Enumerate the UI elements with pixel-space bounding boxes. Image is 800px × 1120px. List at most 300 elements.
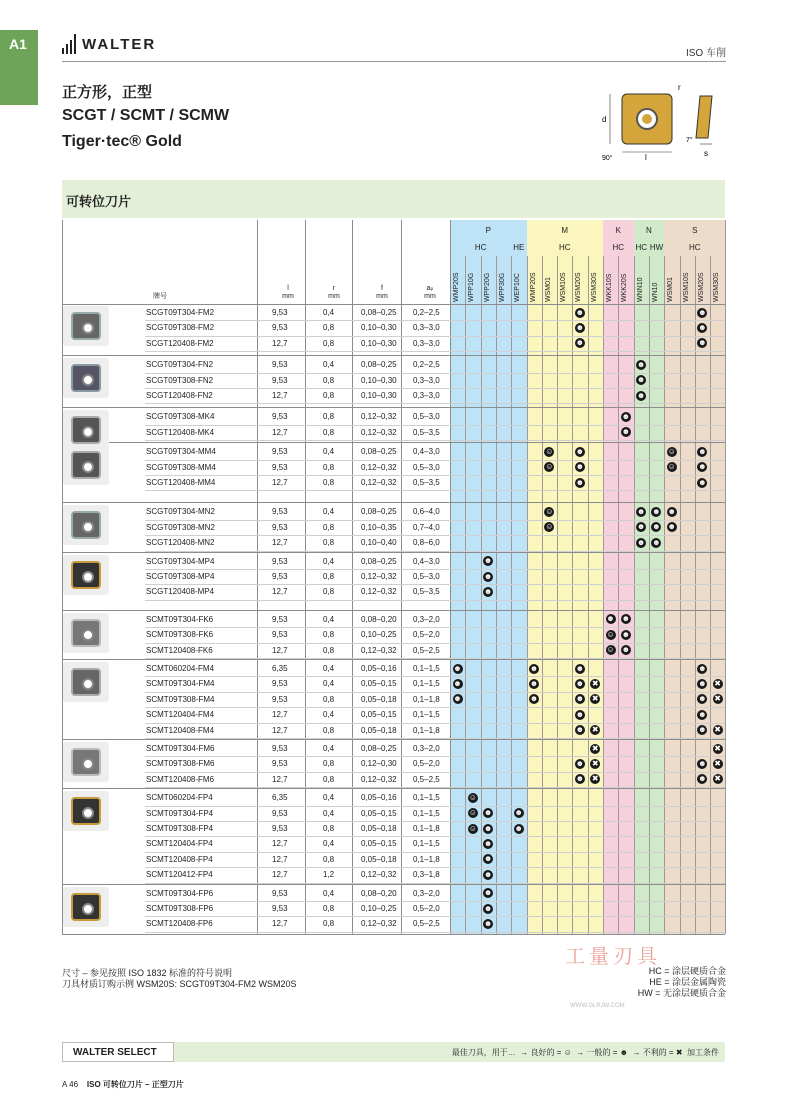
- row-l: 9,53: [272, 614, 288, 624]
- row-l: 12,7: [272, 391, 288, 400]
- normal-icon: ☻: [453, 678, 462, 688]
- block-rule: [62, 502, 725, 503]
- grid-vline: [725, 220, 726, 934]
- insert-hole: [82, 521, 94, 533]
- header-divider: [62, 61, 726, 62]
- insert-hole: [82, 807, 94, 819]
- insert-photo: [63, 742, 109, 782]
- row-ap: 0,2–2,5: [413, 360, 440, 370]
- grade-label: WSM30S: [590, 272, 598, 302]
- bad-icon: ✖: [714, 725, 721, 735]
- row-r: 0,8: [323, 645, 335, 655]
- row-r: 0,8: [323, 522, 335, 532]
- row-rule: [145, 806, 725, 807]
- normal-icon: ☻: [621, 614, 630, 624]
- grade-label: WKK20S: [621, 273, 629, 302]
- row-f: 0,05–0,16: [361, 793, 397, 803]
- row-rule: [145, 916, 725, 917]
- normal-icon: ☻: [698, 758, 707, 768]
- row-designation: SCGT09T308-FN2: [146, 375, 214, 385]
- group-sub-3-0: HC: [635, 243, 648, 252]
- normal-icon: ☻: [529, 663, 539, 673]
- walter-logo: [62, 34, 156, 54]
- normal-icon: ☻: [606, 614, 615, 624]
- row-l: 12,7: [272, 854, 288, 864]
- legend-cond: 加工条件: [687, 1048, 719, 1057]
- header-r-label: r: [332, 285, 336, 292]
- row-f: 0,08–0,20: [361, 614, 397, 624]
- row-rule: [145, 836, 725, 837]
- row-designation: SCMT060204-FM4: [146, 664, 215, 673]
- row-l: 9,53: [272, 323, 288, 333]
- grade-label: WPP30G: [498, 272, 506, 302]
- row-f: 0,10–0,35: [361, 522, 397, 532]
- normal-icon: ☻: [636, 522, 646, 532]
- insert-hole: [82, 426, 94, 438]
- row-ap: 0,1–1,5: [413, 664, 440, 673]
- header-l: [278, 285, 298, 301]
- good-icon: ☺: [468, 823, 477, 833]
- good-icon: ☺: [545, 446, 554, 456]
- row-designation: SCGT09T308-MK4: [146, 412, 215, 422]
- row-rule: [145, 692, 725, 693]
- normal-icon: ☻: [667, 522, 676, 532]
- grade-label: WSM10S: [682, 272, 690, 302]
- row-ap: 0,3–3,0: [413, 338, 440, 348]
- bad-icon: ✖: [714, 743, 721, 753]
- row-r: 0,4: [323, 556, 335, 566]
- row-designation: SCMT120412-FP4: [146, 870, 213, 880]
- good-icon: ☺: [545, 522, 554, 532]
- grid-vline: [603, 256, 604, 934]
- header-designation-label: 牌号: [153, 293, 167, 300]
- normal-icon: ☻: [575, 694, 585, 704]
- insert-icon: [71, 561, 101, 589]
- row-designation: SCMT120408-FP4: [146, 854, 213, 864]
- row-designation: SCMT060204-FP4: [146, 793, 213, 803]
- normal-icon: ☻: [621, 645, 630, 655]
- grid-vline: [634, 256, 635, 934]
- grid-vline: [401, 220, 402, 934]
- normal-icon: ☻: [575, 774, 585, 784]
- row-designation: SCGT09T308-MN2: [146, 522, 215, 532]
- row-l: 9,53: [272, 556, 288, 566]
- row-l: 9,53: [272, 507, 288, 517]
- normal-icon: ☻: [698, 694, 707, 704]
- bottom-bar: [62, 1042, 725, 1062]
- normal-icon: ☻: [698, 307, 707, 317]
- row-rule: [145, 756, 725, 757]
- row-ap: 0,1–1,8: [413, 694, 440, 704]
- normal-icon: ☻: [453, 694, 462, 704]
- row-r: 0,4: [323, 360, 335, 370]
- insert-hole: [82, 322, 94, 334]
- normal-icon: ☻: [529, 694, 539, 704]
- grid-vline: [710, 256, 711, 934]
- normal-icon: ☻: [483, 571, 493, 581]
- insert-hole: [82, 461, 94, 473]
- row-l: 9,53: [272, 360, 288, 370]
- header-ap: [420, 285, 440, 301]
- legend-hw: HW = 无涂层硬质合金: [637, 988, 726, 998]
- row-designation: SCMT09T308-FP6: [146, 904, 214, 913]
- normal-icon: ☻: [483, 869, 493, 879]
- row-designation: SCMT09T308-FP4: [146, 824, 214, 833]
- row-designation: SCMT120408-FM6: [146, 774, 215, 784]
- grade-label: WPP20G: [483, 272, 491, 302]
- row-f: 0,12–0,32: [361, 774, 397, 784]
- row-f: 0,12–0,30: [361, 759, 397, 769]
- row-designation: SCMT120408-FP6: [146, 919, 213, 929]
- row-f: 0,10–0,25: [361, 630, 397, 640]
- row-f: 0,12–0,32: [361, 870, 397, 880]
- insert-icon: [71, 451, 101, 479]
- row-designation: SCGT120408-MK4: [146, 427, 215, 437]
- sketch-label-d: d: [602, 115, 607, 124]
- bad-icon: ✖: [591, 758, 599, 768]
- page-footer-title: ISO 可转位刀片 – 正型刀片: [86, 1080, 184, 1089]
- legend-hc: HC = 涂层硬质合金: [648, 966, 726, 976]
- row-r: 0,8: [323, 774, 335, 784]
- row-f: 0,08–0,25: [361, 308, 397, 317]
- row-designation: SCMT09T304-FK6: [146, 614, 214, 624]
- row-ap: 0,5–2,0: [413, 759, 440, 769]
- row-designation: SCGT09T304-FM2: [146, 308, 215, 317]
- grid-vline: [618, 256, 619, 934]
- insert-icon: [71, 668, 101, 696]
- row-r: 0,8: [323, 391, 335, 400]
- row-ap: 0,1–1,8: [413, 725, 440, 735]
- group-sub-1-0: HC: [558, 243, 571, 252]
- good-icon: ☺: [545, 506, 554, 516]
- row-ap: 0,3–3,0: [413, 391, 440, 400]
- grid-vline: [649, 256, 650, 934]
- grid-vline: [450, 220, 451, 934]
- logo-mark-icon: [62, 34, 76, 54]
- row-f: 0,12–0,32: [361, 587, 397, 597]
- row-ap: 0,5–3,5: [413, 478, 440, 487]
- header-ap-unit: mm: [424, 293, 436, 300]
- row-f: 0,08–0,25: [361, 360, 397, 370]
- row-rule: [145, 821, 725, 822]
- row-f: 0,08–0,20: [361, 888, 397, 898]
- row-rule: [145, 627, 725, 628]
- row-designation: SCMT09T308-FM6: [146, 759, 215, 769]
- row-f: 0,12–0,32: [361, 919, 397, 929]
- row-l: 12,7: [272, 478, 288, 487]
- block-rule: [62, 442, 725, 443]
- grade-label: WKK10S: [606, 273, 613, 302]
- row-f: 0,10–0,30: [361, 323, 397, 333]
- row-ap: 0,3–3,0: [413, 323, 440, 333]
- grade-label: WN10: [651, 282, 659, 302]
- row-l: 9,53: [272, 522, 288, 532]
- grade-label: WSM20S: [575, 272, 583, 302]
- row-l: 9,53: [272, 412, 288, 422]
- insert-icon: [71, 312, 101, 340]
- row-l: 9,53: [272, 744, 288, 753]
- row-designation: SCGT09T304-MN2: [146, 507, 215, 517]
- row-rule: [145, 707, 725, 708]
- normal-icon: ☻: [575, 462, 585, 472]
- insert-hole: [82, 903, 94, 915]
- insert-sketch: [600, 82, 725, 162]
- insert-photo: [63, 505, 109, 545]
- header-l-unit: mm: [282, 293, 294, 300]
- normal-icon: ☻: [483, 903, 493, 913]
- row-designation: SCGT120408-MM4: [146, 478, 216, 487]
- normal-icon: ☻: [698, 477, 707, 487]
- insert-hole: [82, 629, 94, 641]
- row-rule: [145, 584, 725, 585]
- row-f: 0,08–0,25: [361, 744, 397, 753]
- header-r: [324, 285, 344, 301]
- normal-icon: ☻: [483, 823, 493, 833]
- bad-icon: ✖: [591, 743, 599, 753]
- insert-icon: [71, 893, 101, 921]
- row-designation: SCMT09T304-FM6: [146, 744, 215, 753]
- row-l: 9,53: [272, 462, 288, 472]
- grid-vline: [664, 256, 665, 934]
- row-r: 0,8: [323, 725, 335, 735]
- grade-label: WNN10: [636, 277, 644, 302]
- good-icon: ☺: [606, 645, 615, 655]
- row-designation: SCMT09T304-FP6: [146, 888, 214, 898]
- insert-photo: [63, 358, 109, 398]
- row-ap: 0,7–4,0: [413, 522, 440, 532]
- section-heading: ISO 车削: [685, 48, 726, 59]
- row-r: 0,4: [323, 808, 335, 818]
- row-ap: 0,5–3,0: [413, 412, 440, 422]
- row-designation: SCMT09T308-FK6: [146, 630, 214, 640]
- normal-icon: ☻: [698, 678, 707, 688]
- normal-icon: ☻: [698, 725, 707, 735]
- row-ap: 0,3–2,0: [413, 614, 440, 624]
- row-ap: 0,5–2,5: [413, 774, 440, 784]
- row-l: 9,53: [272, 694, 288, 704]
- row-f: 0,12–0,32: [361, 427, 397, 437]
- normal-icon: ☻: [619, 1048, 629, 1057]
- grade-label: WSM20S: [697, 272, 705, 302]
- grid-vline: [680, 256, 681, 934]
- normal-icon: ☻: [621, 427, 630, 437]
- row-f: 0,05–0,18: [361, 824, 397, 833]
- grid-vline: [542, 256, 543, 934]
- group-code-4: S: [692, 226, 698, 235]
- grid-vline: [305, 220, 306, 934]
- row-r: 0,8: [323, 323, 335, 333]
- normal-icon: ☻: [483, 838, 493, 848]
- group-code-1: M: [561, 226, 569, 235]
- bad-icon: ✖: [591, 725, 599, 735]
- row-f: 0,08–0,25: [361, 447, 397, 457]
- grade-label: WSM01: [667, 277, 675, 302]
- grid-vline: [511, 256, 512, 934]
- row-rule: [145, 475, 725, 476]
- row-designation: SCMT120404-FP4: [146, 839, 213, 849]
- normal-icon: ☻: [514, 808, 523, 818]
- normal-icon: ☻: [453, 663, 462, 673]
- row-designation: SCGT09T308-FM2: [146, 323, 215, 333]
- normal-icon: ☻: [698, 338, 707, 348]
- normal-icon: ☻: [636, 359, 646, 369]
- grade-label: WSM10S: [560, 272, 568, 302]
- row-l: 12,7: [272, 587, 288, 597]
- header-ap-label: aₚ: [426, 285, 434, 292]
- row-designation: SCGT120408-FN2: [146, 391, 213, 400]
- row-f: 0,05–0,18: [361, 725, 397, 735]
- grid-vline: [588, 256, 589, 934]
- grid-vline: [695, 256, 696, 934]
- row-l: 9,53: [272, 308, 288, 317]
- row-r: 0,8: [323, 824, 335, 833]
- row-designation: SCGT09T308-MM4: [146, 462, 216, 472]
- row-designation: SCGT09T304-FN2: [146, 360, 214, 370]
- normal-icon: ☻: [698, 774, 707, 784]
- block-rule: [62, 355, 725, 356]
- row-rule: [145, 772, 725, 773]
- normal-icon: ☻: [575, 663, 585, 673]
- row-l: 9,53: [272, 630, 288, 640]
- normal-icon: ☻: [483, 888, 493, 898]
- group-sub-2-0: HC: [612, 243, 625, 252]
- row-ap: 0,5–3,5: [413, 427, 440, 437]
- row-r: 0,8: [323, 462, 335, 472]
- good-icon: ☺: [563, 1048, 572, 1057]
- row-r: 0,8: [323, 759, 335, 769]
- group-sub-4-0: HC: [689, 243, 701, 252]
- row-rule: [145, 336, 725, 337]
- row-ap: 0,5–2,0: [413, 630, 440, 640]
- row-l: 12,7: [272, 725, 288, 735]
- row-rule: [145, 351, 725, 352]
- normal-icon: ☻: [483, 556, 493, 566]
- normal-icon: ☻: [483, 854, 493, 864]
- row-r: 0,4: [323, 447, 335, 457]
- row-designation: SCMT09T304-FP4: [146, 808, 214, 818]
- row-rule: [145, 600, 725, 601]
- row-l: 12,7: [272, 919, 288, 929]
- row-r: 0,4: [323, 839, 335, 849]
- row-designation: SCMT120408-FK6: [146, 645, 213, 655]
- coating-legend: [638, 966, 726, 999]
- page-number: A 46: [62, 1080, 79, 1089]
- row-ap: 0,5–3,0: [413, 462, 440, 472]
- row-ap: 0,1–1,5: [413, 839, 440, 849]
- row-ap: 0,2–2,5: [413, 308, 440, 317]
- row-ap: 0,3–3,0: [413, 375, 440, 385]
- row-ap: 0,1–1,8: [413, 854, 440, 864]
- row-ap: 0,5–2,0: [413, 904, 440, 913]
- insert-types: SCGT / SCMT / SCMW: [62, 107, 230, 124]
- insert-hole: [82, 571, 94, 583]
- grade-label: WSM01: [544, 277, 552, 302]
- group-code-3: N: [646, 226, 652, 235]
- row-r: 0,8: [323, 427, 335, 437]
- normal-icon: ☻: [652, 522, 661, 532]
- row-l: 9,53: [272, 447, 288, 457]
- row-r: 0,8: [323, 412, 335, 422]
- normal-icon: ☻: [636, 506, 646, 516]
- sketch-label-l: l: [645, 153, 647, 162]
- grade-family: Tiger·tec® Gold: [62, 133, 182, 150]
- normal-icon: ☻: [652, 506, 661, 516]
- header-designation: [145, 293, 175, 301]
- row-designation: SCMT120408-FM4: [146, 725, 215, 735]
- row-r: 0,4: [323, 888, 335, 898]
- row-l: 12,7: [272, 645, 288, 655]
- legend-he: HE = 涂层金属陶瓷: [649, 977, 726, 987]
- row-r: 0,4: [323, 308, 335, 317]
- normal-icon: ☻: [621, 629, 630, 639]
- row-r: 0,8: [323, 919, 335, 929]
- row-l: 6,35: [272, 793, 288, 803]
- row-r: 1,2: [323, 870, 335, 880]
- grid-vline: [496, 256, 497, 934]
- row-l: 9,53: [272, 888, 288, 898]
- row-f: 0,05–0,18: [361, 694, 397, 704]
- sketch-label-s: s: [704, 149, 708, 158]
- good-icon: ☺: [667, 462, 676, 472]
- header-f-label: f: [381, 285, 383, 292]
- normal-icon: ☻: [698, 462, 707, 472]
- row-rule: [145, 932, 725, 933]
- insert-icon: [71, 797, 101, 825]
- row-rule: [145, 320, 725, 321]
- bad-icon: ✖: [714, 678, 721, 688]
- block-rule: [62, 552, 725, 553]
- insert-photo: [63, 613, 109, 653]
- row-l: 12,7: [272, 338, 288, 348]
- row-ap: 0,4–3,0: [413, 556, 440, 566]
- bad-icon: ✖: [591, 694, 599, 704]
- grid-vline: [257, 220, 258, 934]
- bad-icon: ✖: [714, 694, 721, 704]
- row-ap: 0,1–1,5: [413, 679, 440, 689]
- row-rule: [145, 723, 725, 724]
- normal-icon: ☻: [636, 390, 646, 400]
- row-designation: SCGT09T308-MP4: [146, 572, 215, 581]
- normal-icon: ☻: [698, 446, 707, 456]
- row-rule: [145, 643, 725, 644]
- row-rule: [145, 460, 725, 461]
- row-l: 9,53: [272, 679, 288, 689]
- group-sub-0-0: HC: [474, 243, 487, 252]
- row-r: 0,8: [323, 630, 335, 640]
- normal-icon: ☻: [575, 322, 585, 332]
- grid-vline: [557, 256, 558, 934]
- row-r: 0,4: [323, 614, 335, 624]
- bad-icon: ✖: [591, 774, 599, 784]
- page-footer: [62, 1079, 184, 1090]
- row-rule: [145, 852, 725, 853]
- row-rule: [145, 520, 725, 521]
- good-icon: ☺: [468, 808, 477, 818]
- row-f: 0,10–0,30: [361, 375, 397, 385]
- row-rule: [145, 403, 725, 404]
- row-f: 0,10–0,30: [361, 391, 397, 400]
- group-code-2: K: [615, 226, 621, 235]
- grade-label: WEP10C: [514, 273, 522, 302]
- insert-icon: [71, 619, 101, 647]
- good-icon: ☺: [468, 792, 477, 802]
- normal-icon: ☻: [698, 322, 707, 332]
- sketch-label-r: r: [678, 83, 681, 92]
- row-l: 12,7: [272, 538, 288, 548]
- block-rule: [62, 659, 725, 660]
- normal-icon: ☻: [575, 678, 585, 688]
- row-ap: 0,5–3,0: [413, 572, 440, 581]
